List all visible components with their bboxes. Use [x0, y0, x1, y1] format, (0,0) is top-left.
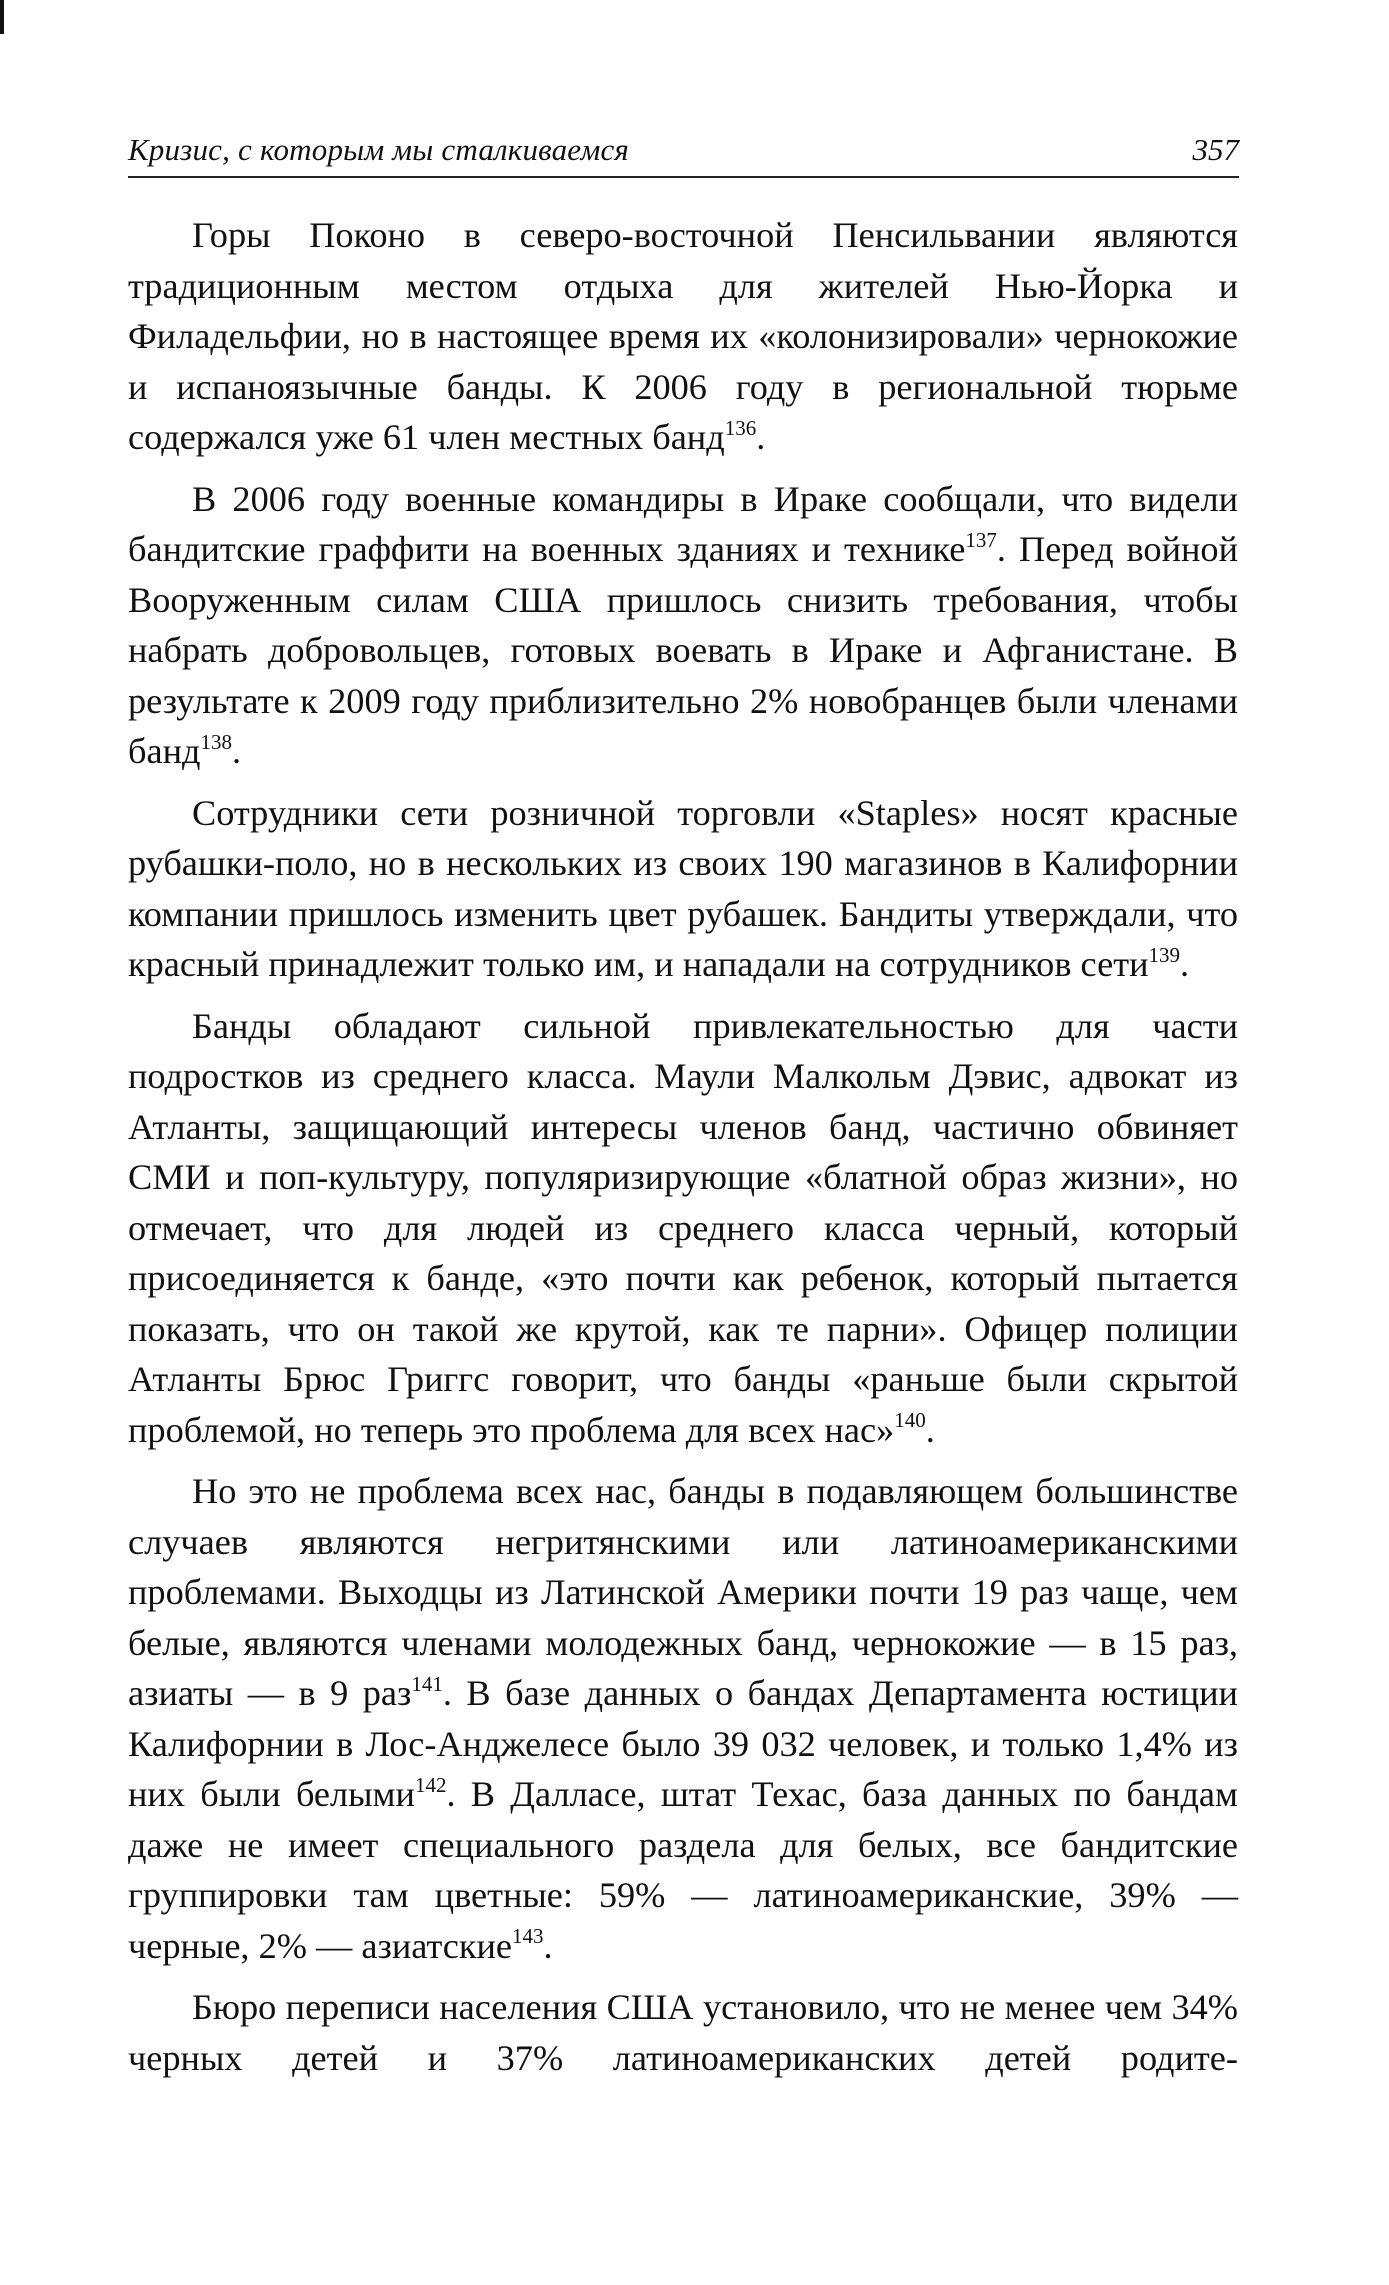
- paragraph-text: . Перед войной Вооруженным силам США пришлось снизить требования, чтобы набрать добровольцев, готовых воевать в Ираке и Афганистане. В результате к 2009 году приблизительно 2% новобранцев были членами банд: [128, 529, 1238, 771]
- paragraph-text: Сотрудники сети розничной торговли «Staples» носят красные рубашки-поло, но в нескольких из своих 190 магазинов в Калифорнии компании пришлось изменить цвет рубашек. Бандиты утверждали, что красный принадлежит только им, и нападали на сотрудников сети: [128, 792, 1238, 984]
- scan-edge-mark: [0, 0, 4, 34]
- paragraph-text: .: [543, 1925, 553, 1966]
- paragraph-text: .: [756, 417, 766, 457]
- footnote-ref: 140: [894, 1408, 926, 1433]
- paragraph-text: .: [1180, 944, 1190, 984]
- footnote-ref: 136: [724, 415, 757, 440]
- paragraph-3: [128, 788, 1238, 990]
- paragraph-text: Бюро переписи населения США установило, что не менее чем 34% черных детей и 37% латиноамериканских детей родите-: [128, 1987, 1238, 2078]
- footnote-ref: 138: [200, 729, 232, 754]
- paragraph-text: Но это не проблема всех нас, банды в подавляющем большинстве случаев являются негритянскими или латиноамериканскими проблемами. Выходцы из Латинской Америки почти 19 раз чаще, чем белые, являются членами молодежных банд, чернокожие — в 15 раз, азиаты — в 9 раз: [128, 1471, 1238, 1713]
- paragraph-text: Горы Поконо в северо-восточной Пенсильвании являются традиционным местом отдыха для жителей Нью-Йорка и Филадельфии, но в настоящее время их «колонизировали» чернокожие и испаноязычные банды. К 2006 году в региональной тюрьме содержался уже 61 член местных банд: [128, 215, 1238, 457]
- paragraph-1: [128, 210, 1238, 463]
- paragraph-text: В 2006 году военные командиры в Ираке сообщали, что видели бандитские граффити на военных зданиях и технике: [128, 478, 1238, 569]
- paragraph-2: [128, 474, 1238, 777]
- paragraph-text: .: [925, 1409, 935, 1450]
- paragraph-text: Банды обладают сильной привлекательностью для части подростков из среднего класса. Маули Малкольм Дэвис, адвокат из Атланты, защищающий интересы членов банд, частично обвиняет СМИ и поп-культуру, популяризирующие «блатной образ жизни», но отмечает, что для людей из среднего класса черный, который присоединяется к банде, «это почти как ребенок, который пытается показать, что он такой же крутой, как те парни». Офицер полиции Атланты Брюс Григгс говорит, что банды «раньше были скрытой проблемой, но теперь это проблема для всех нас»: [128, 1005, 1238, 1450]
- paragraph-text: . В базе данных о бандах Департамента юстиции Калифорнии в Лос-Анджелесе было 39 032 человек, и только 1,4% из них были белыми: [128, 1673, 1238, 1814]
- footnote-ref: 137: [965, 527, 997, 552]
- paragraph-5: [128, 1466, 1238, 1971]
- page-number: 357: [1192, 132, 1239, 167]
- running-header: [128, 128, 1239, 178]
- footnote-ref: 143: [512, 1924, 544, 1949]
- paragraph-6: [128, 1982, 1238, 2083]
- running-title: Кризис, с которым мы сталкиваемся: [128, 132, 630, 167]
- main-text: [128, 210, 1238, 2094]
- footnote-ref: 142: [414, 1772, 447, 1797]
- paragraph-4: [128, 1001, 1238, 1456]
- footnote-ref: 139: [1148, 942, 1180, 967]
- footnote-ref: 141: [411, 1671, 443, 1696]
- paragraph-text: . В Далласе, штат Техас, база данных по бандам даже не имеет специального раздела для белых, все бандитские группировки там цветные: 59% — латиноамериканские, 39% — черные, 2% — азиатские: [128, 1774, 1238, 1966]
- paragraph-text: .: [231, 731, 242, 771]
